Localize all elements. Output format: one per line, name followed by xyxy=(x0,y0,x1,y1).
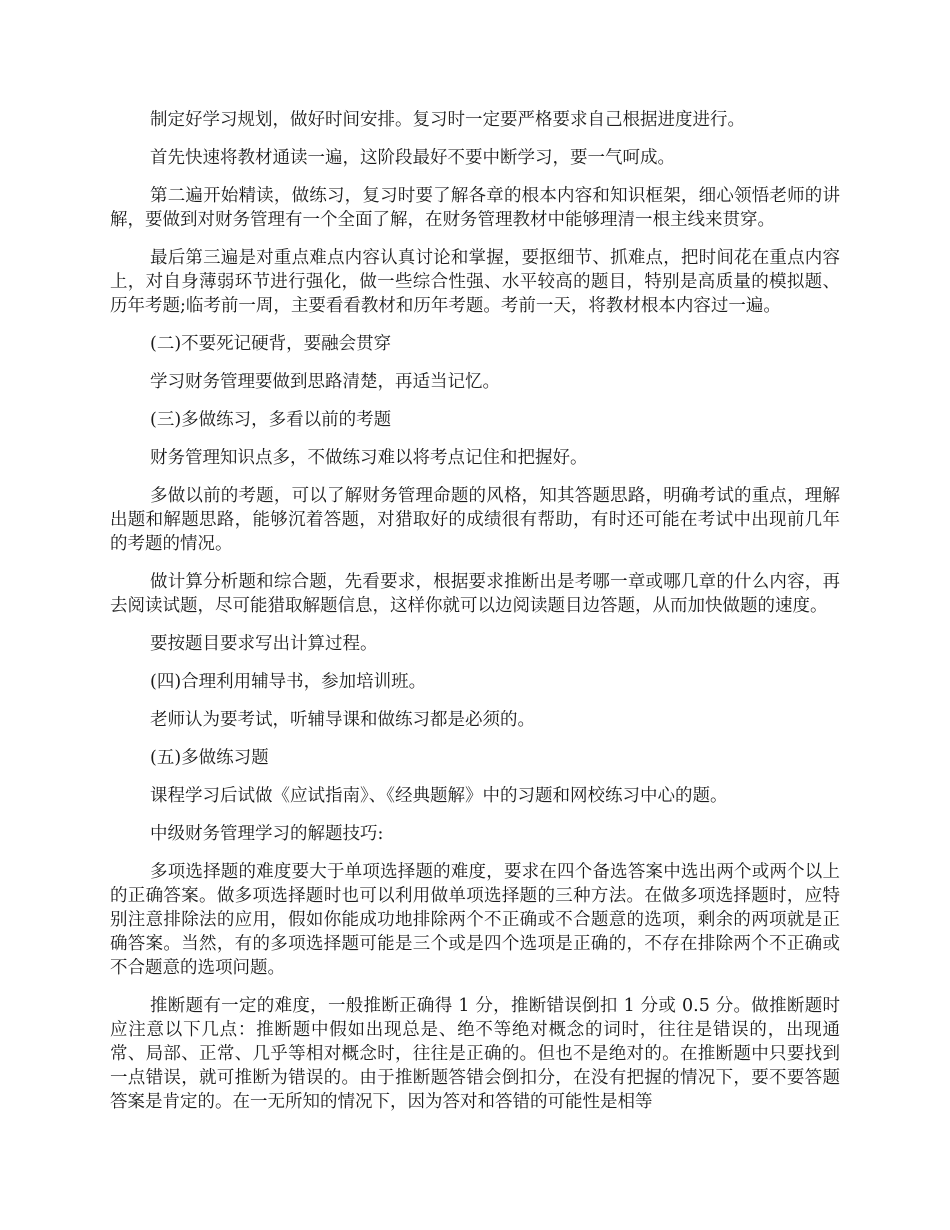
section-heading-5: (五)多做练习题 xyxy=(150,748,269,768)
section-heading-4: (四)合理利用辅导书，参加培训班。 xyxy=(150,672,427,692)
paragraph-teacher-advice: 老师认为要考试，听辅导课和做练习都是必须的。 xyxy=(150,710,535,730)
paragraph-knowledge-points: 财务管理知识点多，不做练习难以将考点记住和把握好。 xyxy=(150,448,588,468)
paragraph-practice-books: 课程学习后试做《应试指南》、《经典题解》中的习题和网校练习中心的题。 xyxy=(150,786,728,806)
paragraph-calculation: 做计算分析题和综合题，先看要求，根据要求推断出是考哪一章或哪几章的什么内容，再去阅读试题，尽可能猎取解题信息，这样你就可以边阅读题目边答题，从而加快做题的速度。 xyxy=(110,572,840,616)
paragraph-clear-thinking: 学习财务管理要做到思路清楚，再适当记忆。 xyxy=(150,372,500,392)
paragraph-second-read: 第二遍开始精读，做练习，复习时要了解各章的根本内容和知识框架，细心领悟老师的讲解，要做到对财务管理有一个全面了解，在财务管理教材中能够理清一根主线来贯穿。 xyxy=(110,186,840,230)
paragraph-judgment: 推断题有一定的难度，一般推断正确得 1 分，推断错误倒扣 1 分或 0.5 分。做推断题时应注意以下几点：推断题中假如出现总是、绝不等绝对概念的词时，往往是错误的，出现通常、局部、正常、几乎等相对概念时，往往是正确的。但也不是绝对的。在推断题中只要找到一点错误，就可推断为错误的。由于推断题答错会倒扣分，在没有把握的情况下，要不要答题答案是肯定的。在一无所知的情况下，因为答对和答错的可能性是相等 xyxy=(110,996,840,1112)
paragraph-plan: 制定好学习规划，做好时间安排。复习时一定要严格要求自己根据进度进行。 xyxy=(150,110,745,130)
paragraph-past-exams: 多做以前的考题，可以了解财务管理命题的风格，知其答题思路，明确考试的重点，理解出题和解题思路，能够沉着答题，对猎取好的成绩很有帮助，有时还可能在考试中出现前几年的考题的情况。 xyxy=(110,486,840,554)
document-body xyxy=(110,108,840,1128)
paragraph-first-read: 首先快速将教材通读一遍，这阶段最好不要中断学习，要一气呵成。 xyxy=(150,148,675,168)
paragraph-third-read: 最后第三遍是对重点难点内容认真讨论和掌握，要抠细节、抓难点，把时间花在重点内容上，对自身薄弱环节进行强化，做一些综合性强、水平较高的题目，特别是高质量的模拟题、历年考题;临考前一周，主要看看教材和历年考题。考前一天，将教材根本内容过一遍。 xyxy=(110,248,840,316)
section-heading-3: (三)多做练习，多看以前的考题 xyxy=(150,410,392,430)
paragraph-tips-heading: 中级财务管理学习的解题技巧: xyxy=(150,824,384,844)
section-heading-2: (二)不要死记硬背，要融会贯穿 xyxy=(150,334,392,354)
paragraph-multiple-choice: 多项选择题的难度要大于单项选择题的难度，要求在四个备选答案中选出两个或两个以上的正确答案。做多项选择题时也可以利用做单项选择题的三种方法。在做多项选择题时，应特别注意排除法的应用，假如你能成功地排除两个不正确或不合题意的选项，剩余的两项就是正确答案。当然，有的多项选择题可能是三个或是四个选项是正确的，不存在排除两个不正确或不合题意的选项问题。 xyxy=(110,862,840,978)
paragraph-show-process: 要按题目要求写出计算过程。 xyxy=(150,634,378,654)
